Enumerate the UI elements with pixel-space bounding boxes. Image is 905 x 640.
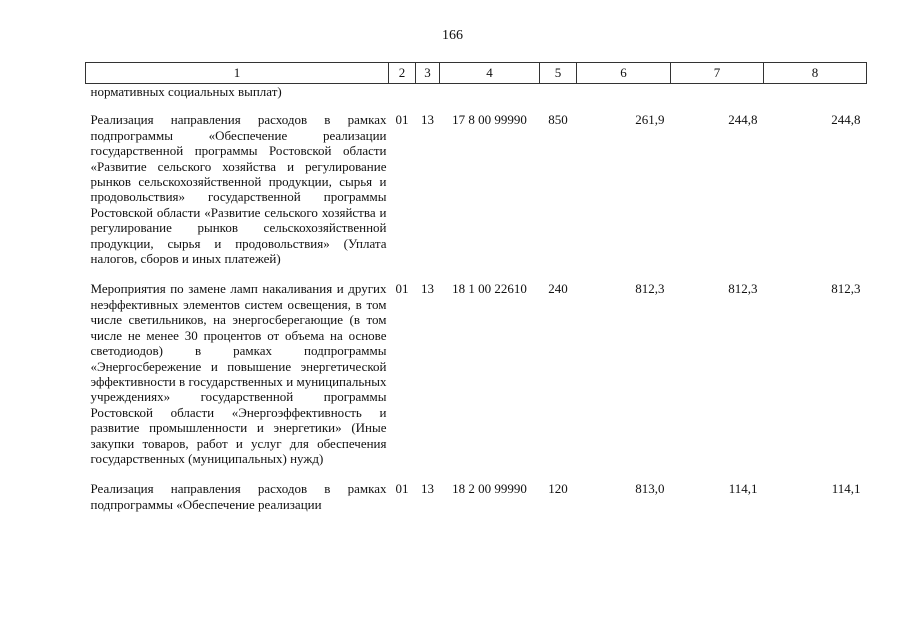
budget-table: [85, 62, 867, 527]
cell-amount-col7: 114,1: [728, 481, 758, 497]
cell-amount-col8: 114,1: [831, 481, 861, 497]
cell-target-code: 18 2 00 99990: [452, 481, 527, 497]
column-header: 2: [389, 63, 416, 84]
cell-amount-col8: 812,3: [831, 281, 861, 297]
cell-target-code: 18 1 00 22610: [452, 281, 527, 297]
cell-amount-col6: 261,9: [635, 112, 665, 128]
cell-amount-col7: 244,8: [728, 112, 758, 128]
column-header: 5: [540, 63, 577, 84]
table-row: [86, 481, 867, 527]
row-description: Реализация направления расходов в рамках подпрограммы «Обеспечение реализации государственной программы Ростовской области «Развитие сельского хозяйства и регулирование рынков сельскохозяйственной продукции, сырья и продовольствия» государственной программы Ростовской области «Развитие сельского хозяйства и регулирование рынков сельскохозяйственной продукции, сырья и продовольствия» (Уплата налогов, сборов и иных платежей): [90, 112, 387, 267]
cell-amount-col8: 244,8: [831, 112, 861, 128]
cell-section: 01: [395, 481, 409, 497]
row-description: Мероприятия по замене ламп накаливания и других неэффективных элементов систем освещения, в том числе светильников, на энергосберегающие (в том числе не менее 30 процентов от объема на основе светодиодов) в рамках подпрограммы «Энергосбережение и повышение энергетической эффективности в государственных и муниципальных учреждениях» государственной программы Ростовской области «Энергоэффективность и развитие промышленности и энергетики» (Иные закупки товаров, работ и услуг для обеспечения государственных (муниципальных) нужд): [90, 281, 387, 466]
row-description: Реализация направления расходов в рамках подпрограммы «Обеспечение реализации: [90, 481, 387, 512]
cell-subsection: 13: [421, 112, 434, 128]
cell-subsection: 13: [421, 481, 434, 497]
column-header: 1: [86, 63, 389, 84]
cell-amount-col6: 812,3: [635, 281, 665, 297]
cell-subsection: 13: [421, 281, 434, 297]
cell-expense-type: 120: [548, 481, 568, 497]
cell-expense-type: 850: [548, 112, 568, 128]
table-row: [86, 281, 867, 481]
table-row-continuation: [86, 84, 867, 113]
column-header: 7: [671, 63, 764, 84]
cell-section: 01: [395, 281, 409, 297]
column-header: 6: [577, 63, 671, 84]
cell-amount-col7: 812,3: [728, 281, 758, 297]
column-header: 4: [440, 63, 540, 84]
table-row: [86, 112, 867, 281]
cell-section: 01: [395, 112, 409, 128]
column-header: 3: [416, 63, 440, 84]
page-number: 166: [442, 28, 463, 43]
table-header: [86, 63, 867, 84]
cell-amount-col6: 813,0: [635, 481, 665, 497]
continuation-text: нормативных социальных выплат): [90, 84, 282, 99]
column-header: 8: [764, 63, 867, 84]
cell-target-code: 17 8 00 99990: [452, 112, 527, 128]
cell-expense-type: 240: [548, 281, 568, 297]
